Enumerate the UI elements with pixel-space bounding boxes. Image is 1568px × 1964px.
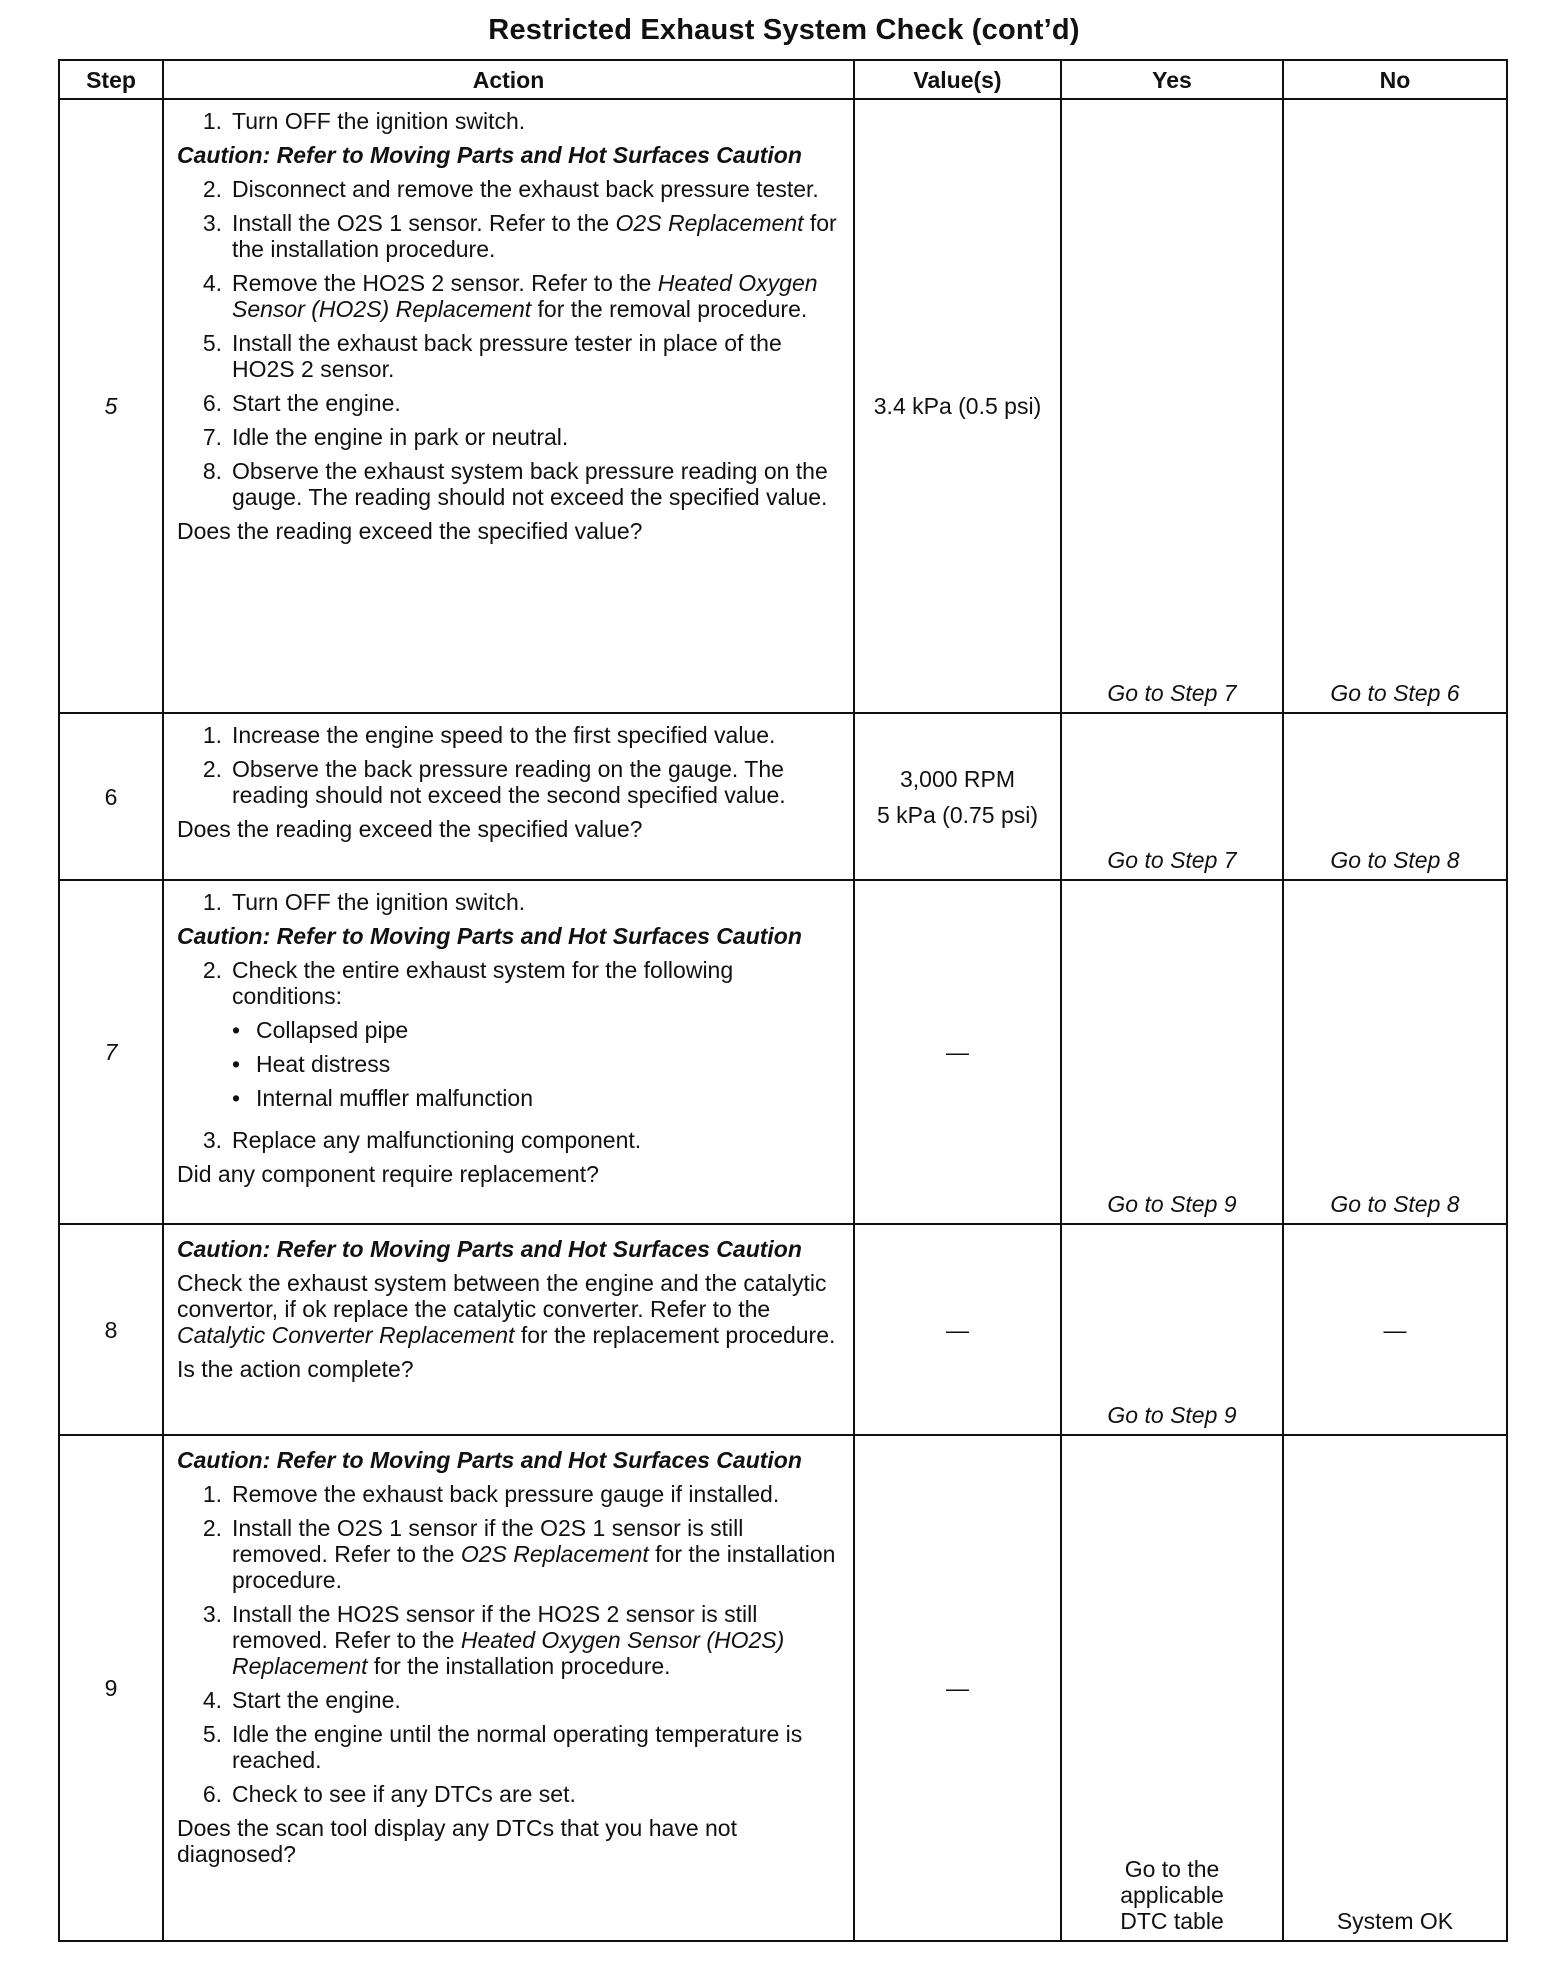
list-item [177, 210, 843, 262]
text-segment: Catalytic Converter Replacement [177, 1322, 515, 1348]
item-text [232, 210, 843, 262]
text-segment: Check to see if any DTCs are set. [232, 1781, 576, 1807]
step-number: 7 [59, 880, 163, 1224]
list-item [177, 108, 843, 134]
item-text [232, 1515, 843, 1593]
item-number: 3. [202, 1601, 222, 1627]
item-text [232, 1601, 843, 1679]
step-list [177, 957, 843, 1153]
item-text [232, 1481, 843, 1507]
item-number: 5. [202, 1721, 222, 1747]
text-segment: O2S Replacement [460, 1541, 649, 1567]
bullet-icon: • [232, 1051, 241, 1077]
list-item [177, 756, 843, 808]
table-row [59, 1224, 1507, 1435]
table-row [59, 713, 1507, 880]
value-cell [854, 99, 1061, 713]
text-segment: Install the HO2S sensor if the HO2S 2 sensor is still removed. Refer to the [232, 1601, 758, 1653]
item-number: 2. [202, 1515, 222, 1541]
text-segment: Start the engine. [232, 1687, 401, 1713]
text-segment: Observe the exhaust system back pressure reading on the gauge. The reading should not exceed the specified value. [232, 458, 828, 510]
step-question: Did any component require replacement? [177, 1161, 599, 1187]
text-segment: Idle the engine in park or neutral. [232, 424, 569, 450]
list-item [177, 722, 843, 748]
list-item [177, 1481, 843, 1507]
text-segment: Remove the HO2S 2 sensor. Refer to the [232, 270, 658, 296]
item-text [232, 957, 843, 1119]
item-text [232, 270, 843, 322]
step-question: Is the action complete? [177, 1356, 414, 1382]
header-row [59, 60, 1507, 99]
item-number: 4. [202, 270, 222, 296]
text-segment: for the installation procedure. [232, 210, 837, 262]
procedure-table [58, 59, 1508, 1942]
list-item [177, 889, 843, 915]
item-text [232, 1687, 843, 1713]
text-segment: Start the engine. [232, 390, 401, 416]
spec-value: 5 kPa (0.75 psi) [876, 801, 1039, 828]
item-number: 2. [202, 957, 222, 983]
item-number: 3. [202, 210, 222, 236]
text-segment: Replace any malfunctioning component. [232, 1127, 642, 1153]
item-number: 6. [202, 1781, 222, 1807]
text-segment: Check the entire exhaust system for the following conditions: [232, 957, 734, 1009]
condition-item [232, 1051, 843, 1077]
caution-note: Caution: Refer to Moving Parts and Hot Surfaces Caution [177, 923, 802, 949]
caution-note: Caution: Refer to Moving Parts and Hot Surfaces Caution [177, 1447, 802, 1473]
no-result: Go to Step 6 [1283, 99, 1507, 713]
item-text [232, 722, 843, 748]
header-yes: Yes [1061, 60, 1283, 99]
step-list [177, 889, 843, 915]
item-number: 1. [202, 722, 222, 748]
text-segment: for the installation procedure. [232, 1541, 836, 1593]
caution-note: Caution: Refer to Moving Parts and Hot Surfaces Caution [177, 142, 802, 168]
item-text [232, 424, 843, 450]
step-question: Does the reading exceed the specified value? [177, 816, 643, 842]
text-segment: for the removal procedure. [531, 296, 808, 322]
list-item [177, 424, 843, 450]
item-number: 2. [202, 176, 222, 202]
condition-list [232, 1017, 843, 1111]
spec-value: — [946, 1039, 969, 1065]
item-text [232, 1781, 843, 1807]
step-list [177, 722, 843, 808]
action-cell [163, 880, 854, 1224]
item-number: 8. [202, 458, 222, 484]
item-number: 1. [202, 1481, 222, 1507]
text-segment: Turn OFF the ignition switch. [232, 889, 526, 915]
step-question: Does the reading exceed the specified value? [177, 518, 643, 544]
spec-value: 3,000 RPM [899, 765, 1016, 792]
no-result: Go to Step 8 [1283, 880, 1507, 1224]
step-number: 9 [59, 1435, 163, 1941]
value-cell [854, 880, 1061, 1224]
text-segment: Observe the back pressure reading on the gauge. The reading should not exceed the second specified value. [232, 756, 786, 808]
step-list [177, 108, 843, 134]
text-segment: Heated Oxygen Sensor (HO2S) Replacement [232, 270, 818, 322]
text-segment: Install the O2S 1 sensor. Refer to the [232, 210, 616, 236]
page-title: Restricted Exhaust System Check (cont’d) [488, 14, 1080, 46]
step-number: 6 [59, 713, 163, 880]
list-item [177, 1601, 843, 1679]
yes-result: Go to Step 9 [1061, 880, 1283, 1224]
no-result: — [1283, 1224, 1507, 1435]
item-number: 1. [202, 108, 222, 134]
condition-text: Heat distress [256, 1051, 391, 1077]
list-item [177, 270, 843, 322]
value-cell [854, 1435, 1061, 1941]
yes-result: Go to the applicable DTC table [1061, 1435, 1283, 1941]
caution-note: Caution: Refer to Moving Parts and Hot Surfaces Caution [177, 1236, 802, 1262]
text-segment: Turn OFF the ignition switch. [232, 108, 526, 134]
list-item [177, 1127, 843, 1153]
text-segment: Increase the engine speed to the first specified value. [232, 722, 776, 748]
header-values: Value(s) [854, 60, 1061, 99]
table-row [59, 880, 1507, 1224]
yes-result: Go to Step 7 [1061, 99, 1283, 713]
text-segment: O2S Replacement [615, 210, 804, 236]
yes-result: Go to Step 7 [1061, 713, 1283, 880]
item-number: 6. [202, 390, 222, 416]
text-segment: for the installation procedure. [367, 1653, 671, 1679]
item-number: 1. [202, 889, 222, 915]
item-text [232, 330, 843, 382]
list-item [177, 1687, 843, 1713]
step-number: 5 [59, 99, 163, 713]
condition-item [232, 1085, 843, 1111]
item-number: 7. [202, 424, 222, 450]
item-text [232, 889, 843, 915]
action-cell [163, 1435, 854, 1941]
condition-text: Collapsed pipe [256, 1017, 409, 1043]
action-cell [163, 1224, 854, 1435]
text-segment: Install the exhaust back pressure tester in place of the HO2S 2 sensor. [232, 330, 782, 382]
list-item [177, 330, 843, 382]
text-segment: Install the O2S 1 sensor if the O2S 1 sensor is still removed. Refer to the [232, 1515, 744, 1567]
header-action: Action [163, 60, 854, 99]
step-question: Does the scan tool display any DTCs that you have not diagnosed? [177, 1815, 737, 1867]
yes-result: Go to Step 9 [1061, 1224, 1283, 1435]
list-item [177, 1781, 843, 1807]
header-step: Step [59, 60, 163, 99]
spec-value: — [946, 1675, 969, 1701]
condition-item [232, 1017, 843, 1043]
table-row [59, 99, 1507, 713]
bullet-icon: • [232, 1085, 241, 1111]
action-cell [163, 713, 854, 880]
item-text [232, 108, 843, 134]
text-segment: Check the exhaust system between the engine and the catalytic convertor, if ok replace the catalytic converter. Refer to the [177, 1270, 827, 1322]
step-number: 8 [59, 1224, 163, 1435]
no-result: System OK [1283, 1435, 1507, 1941]
item-text [232, 458, 843, 510]
list-item [177, 390, 843, 416]
spec-value: 3.4 kPa (0.5 psi) [873, 393, 1042, 419]
item-text [232, 390, 843, 416]
item-number: 5. [202, 330, 222, 356]
table-row [59, 1435, 1507, 1941]
item-text [232, 176, 843, 202]
condition-text: Internal muffler malfunction [256, 1085, 533, 1111]
text-segment: Disconnect and remove the exhaust back pressure tester. [232, 176, 819, 202]
step-list [177, 1481, 843, 1807]
bullet-icon: • [232, 1017, 241, 1043]
list-item [177, 957, 843, 1119]
list-item [177, 1721, 843, 1773]
step-list [177, 176, 843, 510]
list-item [177, 458, 843, 510]
text-segment: Heated Oxygen Sensor (HO2S) Replacement [232, 1627, 785, 1679]
spec-value: — [946, 1316, 969, 1343]
item-number: 2. [202, 756, 222, 782]
item-text [232, 756, 843, 808]
item-text [232, 1721, 843, 1773]
text-segment: Remove the exhaust back pressure gauge if installed. [232, 1481, 780, 1507]
list-item [177, 176, 843, 202]
action-text [177, 1270, 843, 1348]
text-segment: for the replacement procedure. [514, 1322, 836, 1348]
text-segment: Idle the engine until the normal operating temperature is reached. [232, 1721, 803, 1773]
value-cell [854, 713, 1061, 880]
header-no: No [1283, 60, 1507, 99]
action-cell [163, 99, 854, 713]
item-number: 3. [202, 1127, 222, 1153]
no-result: Go to Step 8 [1283, 713, 1507, 880]
value-cell [854, 1224, 1061, 1435]
list-item [177, 1515, 843, 1593]
item-text [232, 1127, 843, 1153]
item-number: 4. [202, 1687, 222, 1713]
